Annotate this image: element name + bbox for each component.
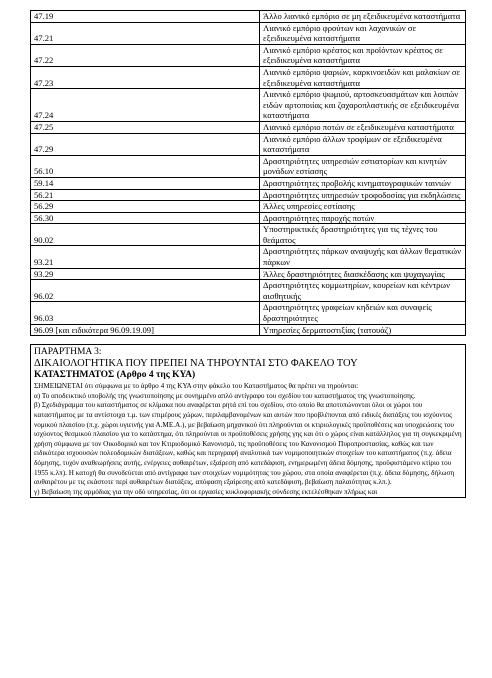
activity-description-cell: Άλλες υπηρεσίες εστίασης	[260, 201, 466, 213]
table-row	[31, 324, 466, 336]
activity-codes-table	[30, 10, 466, 336]
activity-description-cell: Άλλες δραστηριότητες διασκέδασης και ψυχαγωγίας	[260, 268, 466, 280]
activity-code-cell: 47.29	[31, 133, 260, 155]
table-row	[31, 177, 466, 189]
table-row	[31, 44, 466, 66]
activity-description-cell: Υποστηρικτικές δραστηριότητες για τις τέχνες του θεάματος	[260, 224, 466, 246]
activity-description-cell: Λιανικό εμπόριο άλλων τροφίμων σε εξειδικευμένα καταστήματα	[260, 133, 466, 155]
activity-code-cell: 56.21	[31, 189, 260, 201]
annex-heading: ΔΙΚΑΙΟΛΟΓΗΤΙΚΑ ΠΟΥ ΠΡΕΠΕΙ ΝΑ ΤΗΡΟΥΝΤΑΙ ΣΤΟ ΦΑΚΕΛΟ ΤΟΥ	[34, 358, 358, 370]
activity-description-cell: Υπηρεσίες δερματοστιξίας (τατουάζ)	[260, 324, 466, 336]
annex-title: ΠΑΡΑΡΤΗΜΑ 3:	[34, 347, 102, 358]
activity-code-cell: 47.19	[31, 11, 260, 23]
table-row	[31, 189, 466, 201]
table-row	[31, 268, 466, 280]
table-row	[31, 212, 466, 224]
document-page	[30, 10, 466, 498]
annex-body	[34, 382, 462, 497]
annex-subheading	[34, 370, 462, 381]
table-row	[31, 22, 466, 44]
table-row	[31, 89, 466, 122]
activity-code-cell: 59.14	[31, 177, 260, 189]
activity-description-cell: Δραστηριότητες γραφείων κηδειών και συναφείς δραστηριότητες	[260, 302, 466, 324]
table-row	[31, 280, 466, 302]
annex-item-c: γ) Βεβαίωση της αρμόδιας για την οδό υπηρεσίας, ότι οι εργασίες κυκλοφοριακής σύνδεσης εκτελέσθηκαν πλήρως και	[34, 487, 378, 496]
table-row	[31, 66, 466, 88]
activity-code-cell: 56.29	[31, 201, 260, 213]
table-row	[31, 133, 466, 155]
activity-codes-table-body	[31, 11, 466, 336]
activity-code-cell: 47.22	[31, 44, 260, 66]
table-row	[31, 201, 466, 213]
activity-code-cell: 56.30	[31, 212, 260, 224]
activity-description-cell: Λιανικό εμπόριο ποτών σε εξειδικευμένα καταστήματα	[260, 121, 466, 133]
activity-code-cell: 96.03	[31, 302, 260, 324]
activity-description-cell: Δραστηριότητες πάρκων αναψυχής και άλλων θεματικών πάρκων	[260, 246, 466, 268]
activity-description-cell: Δραστηριότητες υπηρεσιών εστιατορίων και κινητών μονάδων εστίασης	[260, 155, 466, 177]
activity-code-cell: 90.02	[31, 224, 260, 246]
activity-description-cell: Δραστηριότητες κομμωτηρίων, κουρείων και κέντρων αισθητικής	[260, 280, 466, 302]
activity-code-cell: 93.21	[31, 246, 260, 268]
table-row	[31, 246, 466, 268]
activity-code-cell: 96.09 [και ειδικότερα 96.09.19.09]	[31, 324, 260, 336]
activity-description-cell: Λιανικό εμπόριο φρούτων και λαχανικών σε εξειδικευμένα καταστήματα	[260, 22, 466, 44]
table-row	[31, 302, 466, 324]
activity-code-cell: 56.10	[31, 155, 260, 177]
annex-item-b: β) Σχεδιάγραμμα του καταστήματος σε κλίμακα που αναφέρεται ρητά επί του σχεδίου, στο οποίο θα αποτυπώνονται όλοι οι χώροι του καταστήματος με τα αντίστοιχα τ.μ. των επιμέρους χώρων, περιλαμβανομένων και αυτών που προβλέπονται από ειδικές διατάξεις του ισχύοντος νομικού πλαισίου (π.χ. χώροι υγιεινής για Α.ΜΕ.Α.), με βεβαίωση μηχανικού ότι πληρούνται οι κτιριολογικές προϋποθέσεις και υποχρεώσεις του ισχύοντος θεσμικού πλαισίου για το κατάστημα, ότι πληρούνται οι προϋποθέσεις χρήσης γης και ότι ο χώρος είναι κατάλληλος για τη συγκεκριμένη χρήση σύμφωνα με τον Οικοδομικό και τον Κτιριοδομικό Κανονισμό, τις προϋποθέσεις του Κανονισμού Πυροπροστασίας, καθώς και των ειδικότερα ισχυουσών πολεοδομικών διατάξεων, καθώς και περιγραφή αναλυτικά των νομιμοποιητικών στοιχείων του καταστήματος (π.χ. άδεια δόμησης, τυχόν αναθεωρήσεις αυτής, ενέργειες αυθαιρέτων, εξαίρεση από κατεδάφιση, ενημερωμένη άδεια δόμησης, προϋφιστάμενο κτίριο του 1955 κ.λπ). Η κατοχή θα συνοδεύεται από αντίγραφα των στοιχείων νομιμότητας του χώρου, στα οποία αναφέρεται (π.χ. άδεια δόμησης, δήλωση αυθαιρέτου με τις εκάστοτε περί αυθαιρέτων διατάξεις, απόφαση εξαίρεσης από κατεδάφιση, βεβαίωση παλαιότητας κ.λπ.).	[34, 401, 462, 487]
activity-description-cell: Δραστηριότητες προβολής κινηματογραφικών ταινιών	[260, 177, 466, 189]
table-row	[31, 224, 466, 246]
annex-3-box	[30, 344, 466, 498]
annex-subheading-reference: (Αρθρο 4 της ΚΥΑ)	[116, 370, 196, 381]
activity-code-cell: 93.29	[31, 268, 260, 280]
activity-code-cell: 96.02	[31, 280, 260, 302]
activity-description-cell: Λιανικό εμπόριο κρέατος και προϊόντων κρέατος σε εξειδικευμένα καταστήματα	[260, 44, 466, 66]
activity-code-cell: 47.23	[31, 66, 260, 88]
activity-description-cell: Λιανικό εμπόριο ψαριών, καρκινοειδών και μαλακίων σε εξειδικευμένα καταστήματα	[260, 66, 466, 88]
annex-item-a: α) Το αποδεικτικό υποβολής της γνωστοποίησης με συνημμένο απλό αντίγραφο του σχεδίου του καταστήματος της γνωστοποίησης.	[34, 391, 416, 400]
activity-code-cell: 47.25	[31, 121, 260, 133]
activity-description-cell: Άλλο λιανικό εμπόριο σε μη εξειδικευμένα καταστήματα	[260, 11, 466, 23]
table-row	[31, 121, 466, 133]
activity-description-cell: Δραστηριότητες υπηρεσιών τροφοδοσίας για εκδηλώσεις	[260, 189, 466, 201]
annex-subheading-prefix: ΚΑΤΑΣΤΗΜΑΤΟΣ	[34, 370, 115, 381]
table-row	[31, 155, 466, 177]
activity-code-cell: 47.24	[31, 89, 260, 122]
activity-code-cell: 47.21	[31, 22, 260, 44]
annex-intro: ΣΗΜΕΙΩΝΕΤΑΙ ότι σύμφωνα με το άρθρο 4 της ΚΥΑ στην φάκελο του Καταστήματος θα πρέπει να τηρούνται:	[34, 382, 359, 391]
table-row	[31, 11, 466, 23]
activity-description-cell: Λιανικό εμπόριο ψωμιού, αρτοσκευασμάτων και λοιπών ειδών αρτοποιίας και ζαχαροπλαστικής σε εξειδικευμένα καταστήματα	[260, 89, 466, 122]
activity-description-cell: Δραστηριότητες παροχής ποτών	[260, 212, 466, 224]
